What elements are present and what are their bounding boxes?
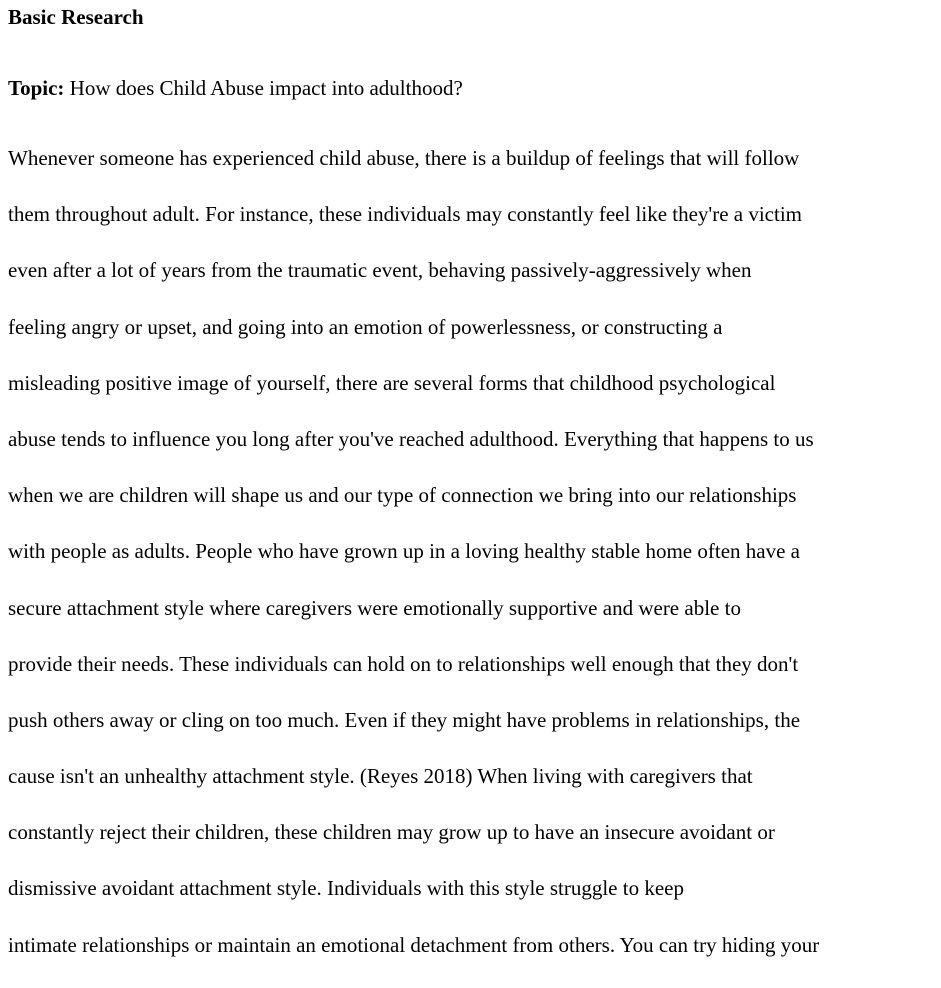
- paragraph-line: push others away or cling on too much. Even if they might have problems in relationships, the: [8, 707, 801, 732]
- paragraph-line: cause isn't an unhealthy attachment style. (Reyes 2018) When living with caregivers that: [8, 764, 753, 789]
- paragraph-line: even after a lot of years from the traumatic event, behaving passively-aggressively when: [8, 258, 752, 283]
- paragraph-line: abuse tends to influence you long after you've reached adulthood. Everything that happens to us: [8, 426, 814, 451]
- topic-line: [8, 75, 463, 101]
- paragraph-line: constantly reject their children, these children may grow up to have an insecure avoidant or: [8, 820, 775, 845]
- topic-label: Topic:: [8, 76, 65, 100]
- topic-text: How does Child Abuse impact into adulthood?: [64, 76, 463, 100]
- body-paragraph: [8, 145, 938, 988]
- paragraph-line: misleading positive image of yourself, there are several forms that childhood psychological: [8, 370, 776, 395]
- paragraph-line: Whenever someone has experienced child abuse, there is a buildup of feelings that will follow: [8, 146, 800, 170]
- paragraph-line: with people as adults. People who have grown up in a loving healthy stable home often have a: [8, 539, 800, 564]
- paragraph-line: dismissive avoidant attachment style. Individuals with this style struggle to keep: [8, 876, 684, 901]
- paragraph-line: provide their needs. These individuals can hold on to relationships well enough that they don't: [8, 651, 799, 676]
- paragraph-line: secure attachment style where caregivers were emotionally supportive and were able to: [8, 595, 741, 620]
- paragraph-line: intimate relationships or maintain an emotional detachment from others. You can try hiding your: [8, 932, 820, 957]
- paragraph-line: when we are children will shape us and our type of connection we bring into our relationships: [8, 483, 797, 508]
- paragraph-line: them throughout adult. For instance, these individuals may constantly feel like they're a victim: [8, 202, 803, 227]
- document-title: Basic Research: [8, 5, 144, 29]
- paragraph-line: feeling angry or upset, and going into an emotion of powerlessness, or constructing a: [8, 314, 723, 339]
